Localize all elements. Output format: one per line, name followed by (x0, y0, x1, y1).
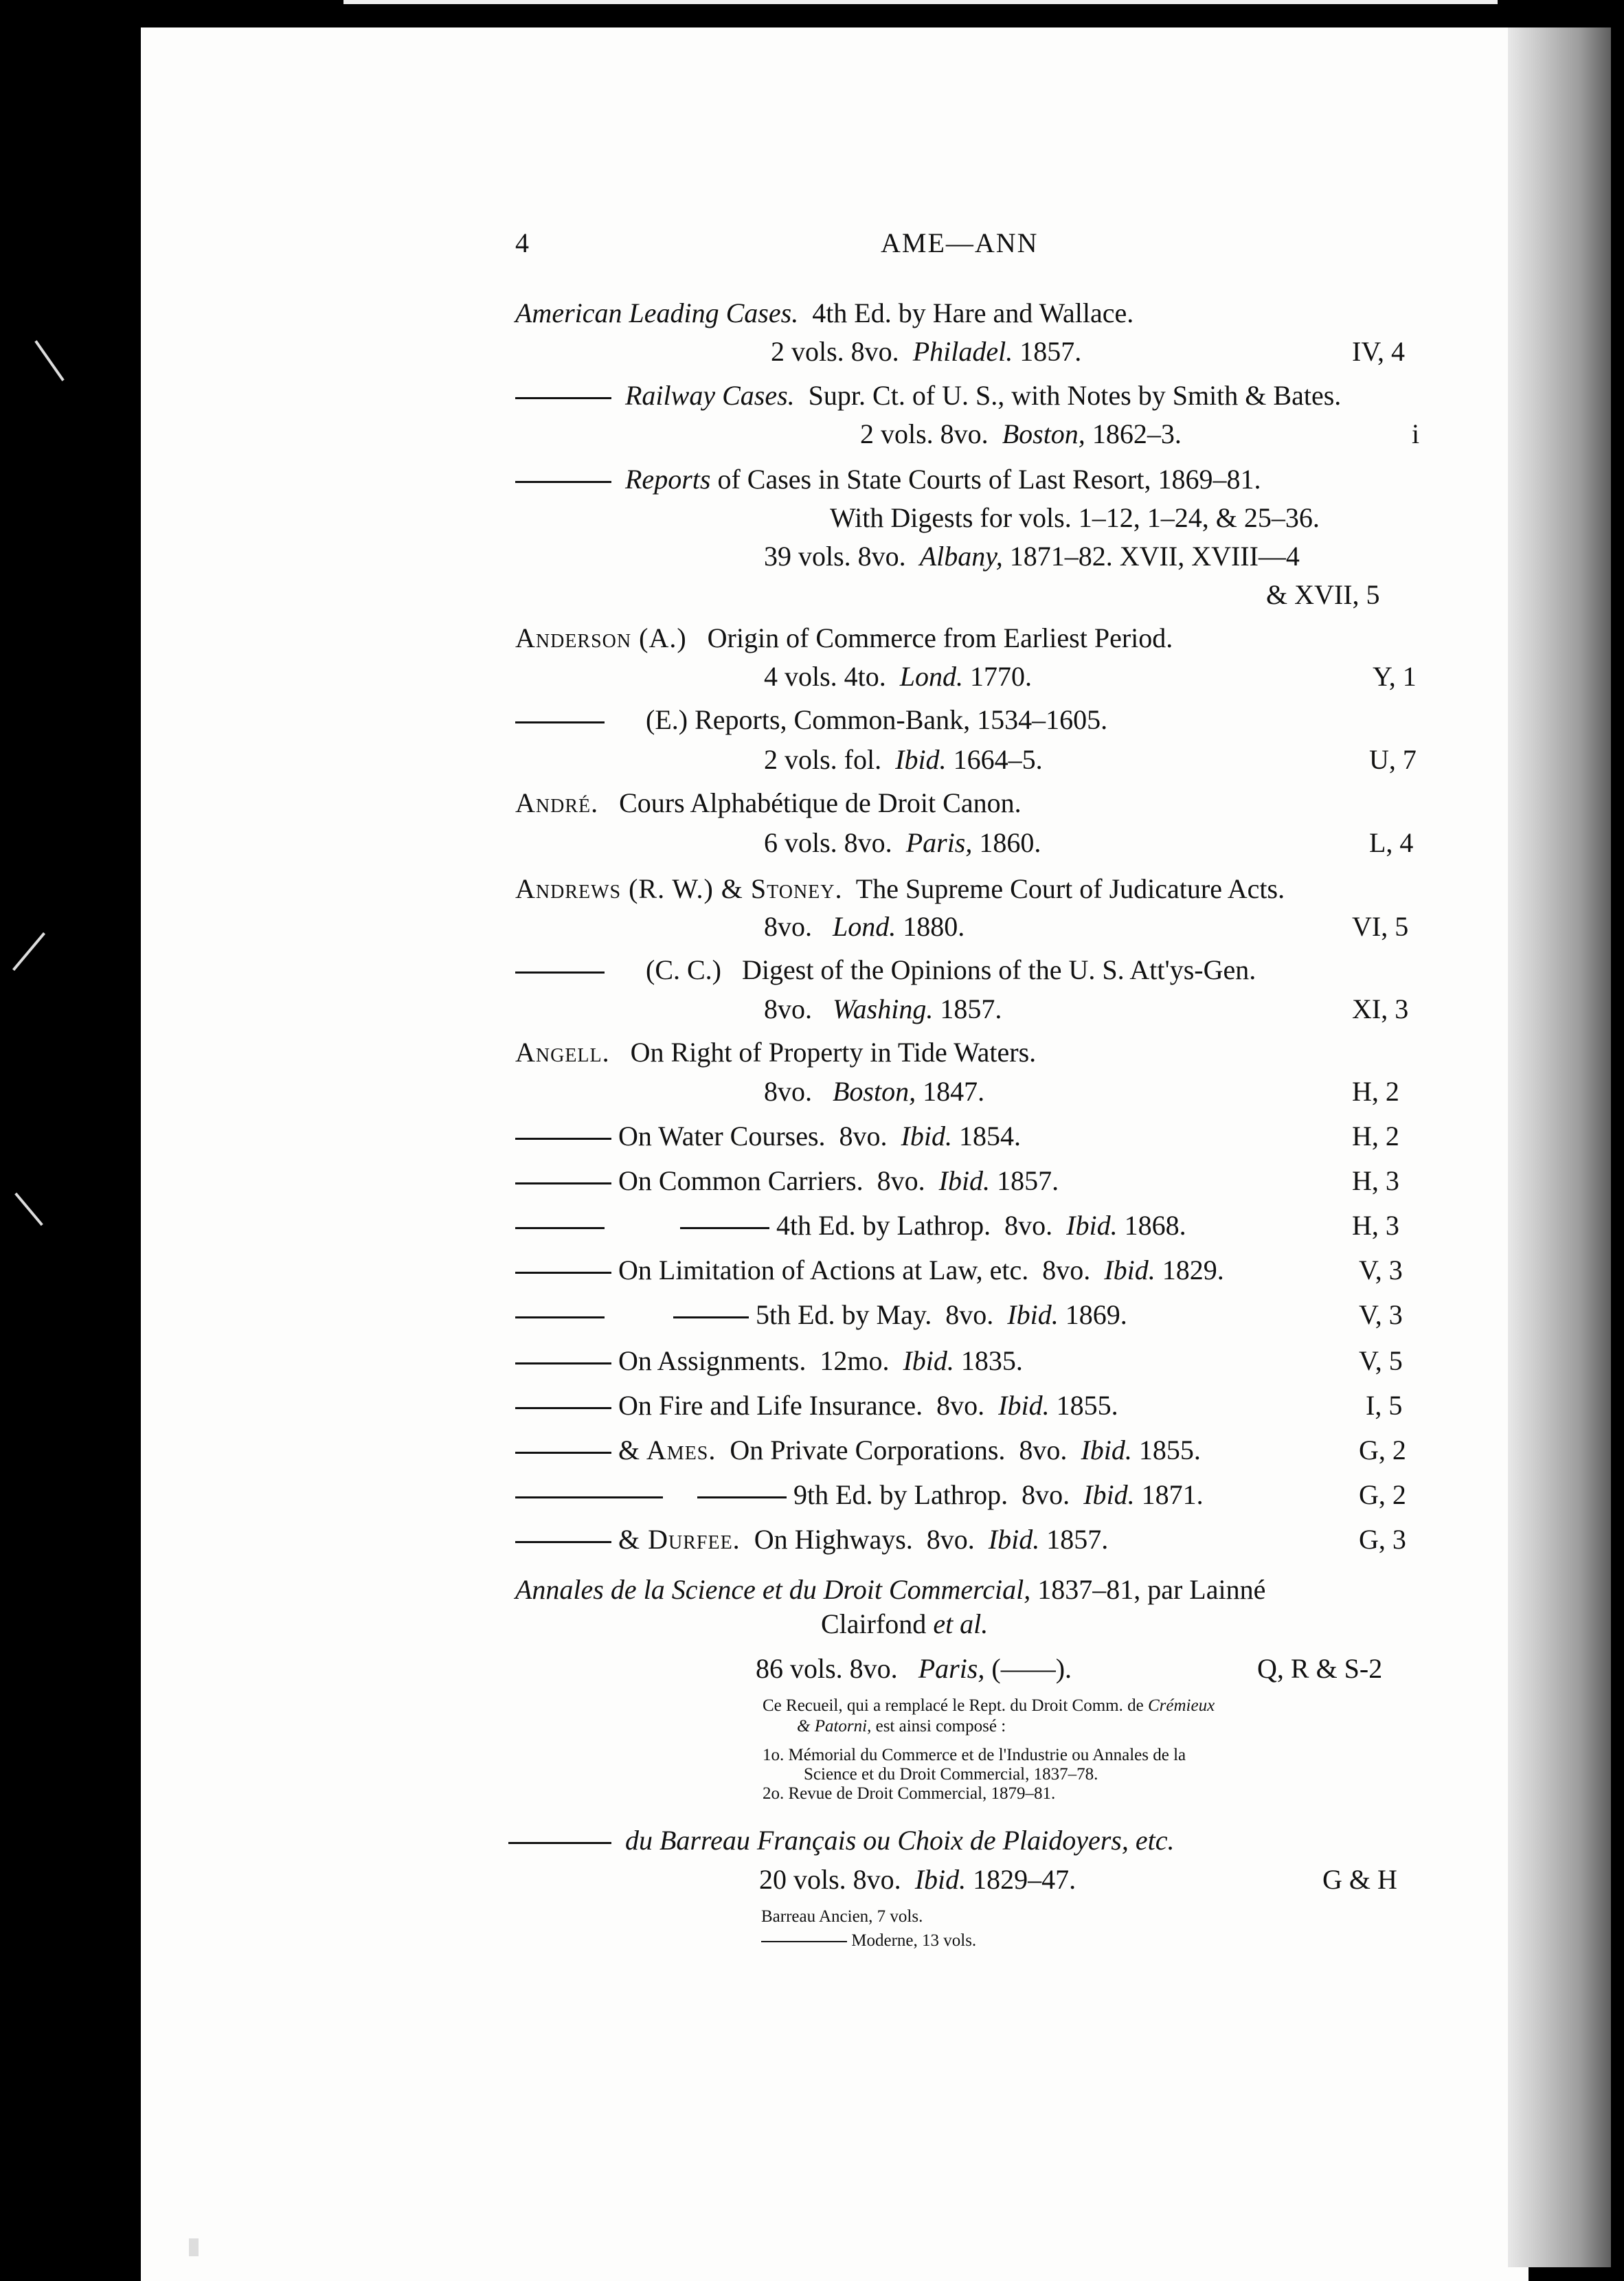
entry-line: With Digests for vols. 1–12, 1–24, & 25–36. (830, 502, 1320, 533)
scan-mark (34, 340, 64, 381)
entry-line: (E.) Reports, Common-Bank, 1534–1605. (515, 704, 1107, 737)
page-number: 4 (515, 227, 529, 258)
entry-line: American Leading Cases. 4th Ed. by Hare and Wallace. (515, 297, 1134, 328)
shelf-mark: H, 2 (1352, 1076, 1399, 1107)
entry-line: On Assignments. 12mo. Ibid. 1835. (515, 1345, 1023, 1378)
entry-line: On Water Courses. 8vo. Ibid. 1854. (515, 1120, 1021, 1153)
ditto-dash (515, 971, 605, 974)
entry-line: (C. C.) Digest of the Opinions of the U. S. Att'ys-Gen. (515, 954, 1256, 987)
entry-line: 8vo. Boston, 1847. (764, 1076, 985, 1107)
shelf-mark: H, 2 (1352, 1121, 1399, 1151)
note-line: Barreau Ancien, 7 vols. (761, 1907, 923, 1926)
note-line: 1o. Mémorial du Commerce et de l'Industrie ou Annales de la (763, 1746, 1186, 1764)
entry-line: 4 vols. 4to. Lond. 1770. (764, 661, 1033, 692)
entry-line: 6 vols. 8vo. Paris, 1860. (764, 827, 1041, 858)
shelf-mark: XI, 3 (1352, 993, 1409, 1024)
entry-line: On Limitation of Actions at Law, etc. 8vo. Ibid. 1829. (515, 1254, 1224, 1287)
entry-line: 39 vols. 8vo. Albany, 1871–82. XVII, XVIII—4 (764, 541, 1300, 572)
ditto-dash (515, 481, 611, 483)
entry-line: Clairfond et al. (821, 1608, 989, 1639)
entry-line: Andrews (R. W.) & Stoney. The Supreme Court of Judicature Acts. (515, 873, 1285, 904)
scan-mark (14, 1193, 43, 1226)
shelf-mark: H, 3 (1352, 1165, 1399, 1196)
shelf-mark: G & H (1322, 1864, 1397, 1895)
note-line: & Patorni, est ainsi composé : (797, 1717, 1006, 1735)
entry-line: Reports of Cases in State Courts of Last Resort, 1869–81. (515, 463, 1261, 496)
entry-line: 2 vols. 8vo. Boston, 1862–3. (860, 418, 1182, 449)
shelf-mark: & XVII, 5 (1266, 579, 1380, 610)
page-edges (1508, 27, 1611, 2267)
entry-line: 86 vols. 8vo. Paris, (——). (756, 1653, 1072, 1684)
entry-line: 2 vols. 8vo. Philadel. 1857. (771, 336, 1082, 367)
ditto-dash (680, 1227, 769, 1229)
entry-line: & Ames. On Private Corporations. 8vo. Ibid. 1855. (515, 1434, 1201, 1467)
note-line: Moderne, 13 vols. (761, 1931, 976, 1951)
note-line: Science et du Droit Commercial, 1837–78. (804, 1765, 1098, 1784)
shelf-mark: U, 7 (1369, 744, 1417, 775)
ditto-dash (515, 1362, 611, 1364)
shelf-mark: VI, 5 (1352, 911, 1409, 942)
shelf-mark: I, 5 (1366, 1390, 1403, 1421)
ditto-dash (515, 1496, 663, 1498)
running-head: AME—ANN (881, 227, 1039, 258)
ditto-dash (515, 397, 611, 399)
ditto-dash (515, 1227, 605, 1229)
scan-mark (189, 2238, 199, 2256)
entry-line: 9th Ed. by Lathrop. 8vo. Ibid. 1871. (515, 1479, 1204, 1512)
entry-line: 20 vols. 8vo. Ibid. 1829–47. (759, 1864, 1076, 1895)
ditto-dash (508, 1842, 611, 1844)
ditto-dash (761, 1941, 847, 1942)
entry-line: Angell. On Right of Property in Tide Waters. (515, 1037, 1037, 1068)
note-line: Ce Recueil, qui a remplacé le Rept. du Droit Comm. de Crémieux (763, 1696, 1215, 1715)
entry-line: 4th Ed. by Lathrop. 8vo. Ibid. 1868. (515, 1209, 1186, 1242)
top-streak (343, 0, 1498, 4)
ditto-dash (515, 1272, 611, 1274)
entry-line: Annales de la Science et du Droit Commercial, 1837–81, par Lainné (515, 1574, 1266, 1605)
shelf-mark: V, 5 (1359, 1345, 1403, 1376)
entry-line: On Fire and Life Insurance. 8vo. Ibid. 1855. (515, 1389, 1118, 1422)
shelf-mark: G, 3 (1359, 1524, 1406, 1555)
entry-line: du Barreau Français ou Choix de Plaidoyers, etc. (508, 1824, 1175, 1857)
ditto-dash (515, 1407, 611, 1409)
entry-line: Railway Cases. Supr. Ct. of U. S., with Notes by Smith & Bates. (515, 379, 1341, 412)
entry-line: & Durfee. On Highways. 8vo. Ibid. 1857. (515, 1523, 1108, 1556)
shelf-mark: G, 2 (1359, 1479, 1406, 1510)
entry-line: 8vo. Washing. 1857. (764, 993, 1002, 1024)
entry-line: André. Cours Alphabétique de Droit Canon. (515, 787, 1022, 818)
shelf-mark: L, 4 (1369, 827, 1414, 858)
shelf-mark: V, 3 (1359, 1299, 1403, 1330)
ditto-dash (515, 1541, 611, 1543)
ditto-dash (515, 1452, 611, 1454)
entry-line: 2 vols. fol. Ibid. 1664–5. (764, 744, 1043, 775)
shelf-mark: Y, 1 (1373, 661, 1417, 692)
ditto-dash (515, 1182, 611, 1184)
entry-line: Anderson (A.) Origin of Commerce from Earliest Period. (515, 622, 1173, 653)
ditto-dash (697, 1496, 787, 1498)
ditto-dash (673, 1316, 749, 1318)
shelf-mark: i (1412, 418, 1420, 449)
scan-mark (12, 932, 45, 971)
ditto-dash (515, 1138, 611, 1140)
shelf-mark: Q, R & S-2 (1257, 1653, 1383, 1684)
shelf-mark: V, 3 (1359, 1255, 1403, 1285)
note-line: 2o. Revue de Droit Commercial, 1879–81. (763, 1784, 1056, 1803)
entry-line: On Common Carriers. 8vo. Ibid. 1857. (515, 1165, 1059, 1198)
entry-line: 5th Ed. by May. 8vo. Ibid. 1869. (515, 1299, 1127, 1331)
ditto-dash (515, 721, 605, 723)
shelf-mark: G, 2 (1359, 1435, 1406, 1465)
shelf-mark: IV, 4 (1352, 336, 1406, 367)
ditto-dash (515, 1316, 605, 1318)
entry-line: 8vo. Lond. 1880. (764, 911, 965, 942)
shelf-mark: H, 3 (1352, 1210, 1399, 1241)
